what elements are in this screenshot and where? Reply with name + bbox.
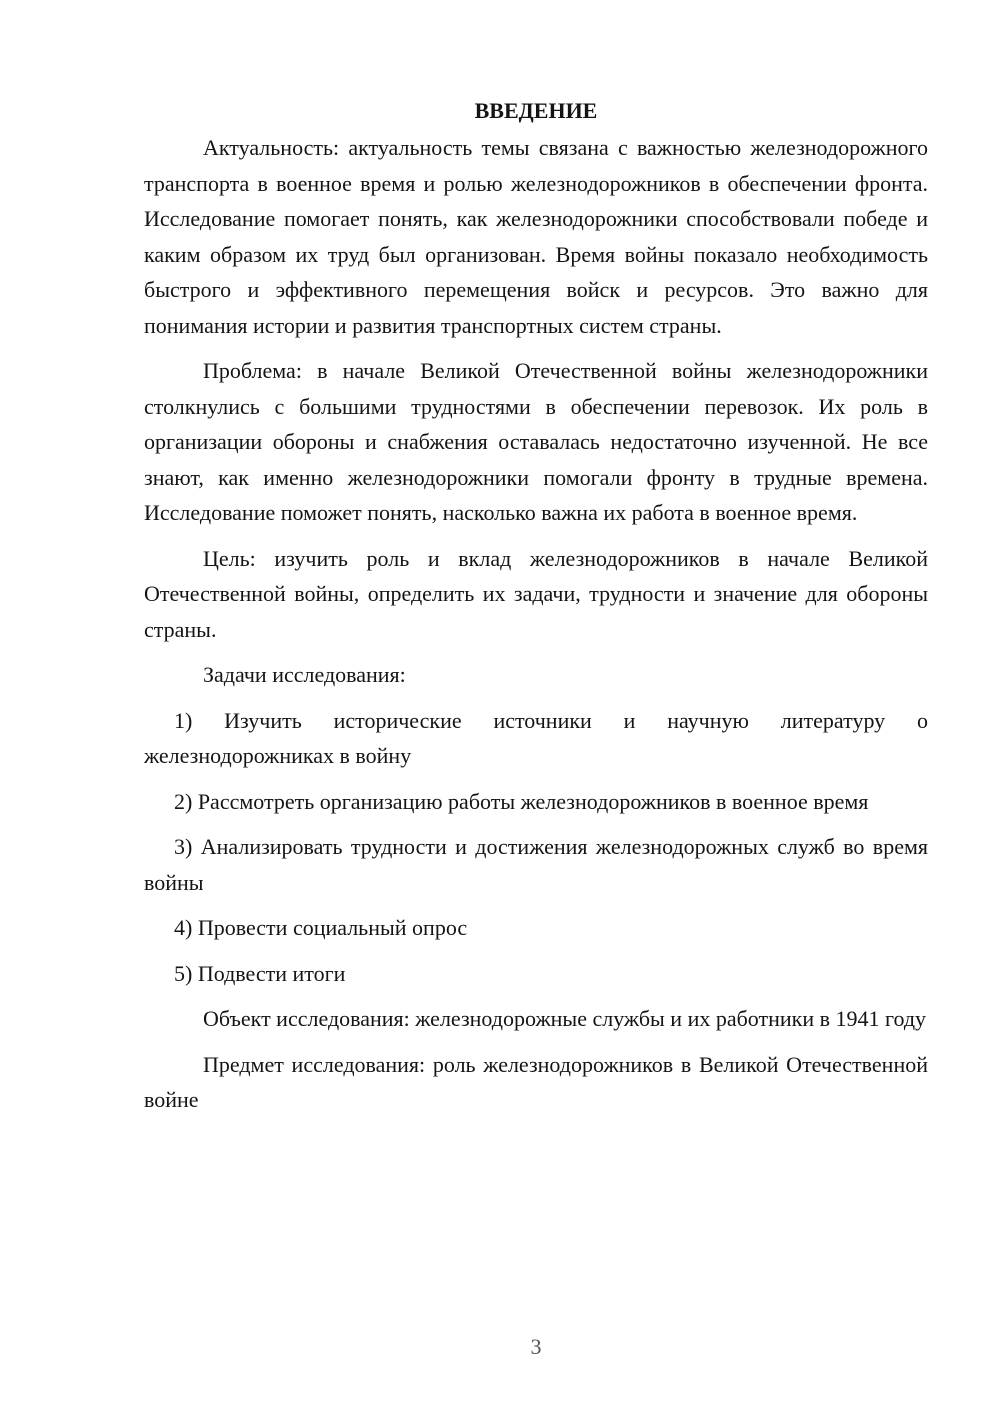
task-item: 4) Провести социальный опрос: [174, 915, 468, 940]
page-title: ВВЕДЕНИЕ: [474, 98, 598, 123]
page-number: 3: [530, 1334, 542, 1359]
subject-paragraph: Предмет исследования: роль железнодорожников в Великой Отечественной войне: [144, 1051, 928, 1112]
task-item: 5) Подвести итоги: [174, 960, 346, 986]
object-paragraph: Объект исследования: железнодорожные службы и их работники в 1941 году: [203, 1006, 927, 1031]
task-item: 3) Анализировать трудности и достижения железнодорожных служб во время войны: [144, 834, 928, 895]
relevance-paragraph: Актуальность: актуальность темы связана с важностью железнодорожного транспорта в военное время и ролью железнодорожников в обеспечении фронта. Исследование помогает понять, как железнодорожники способствовали победе и каким образом их труд был организован. Время войны показало необходимость быстрого и эффективного перемещения войск и ресурсов. Это важно для понимания истории и развития транспортных систем страны.: [144, 135, 928, 338]
goal-paragraph: Цель: изучить роль и вклад железнодорожников в начале Великой Отечественной войны, определить их задачи, трудности и значение для обороны страны.: [144, 545, 928, 642]
tasks-heading: Задачи исследования:: [203, 662, 406, 687]
tasks-list: [144, 703, 928, 992]
page-content: [144, 96, 928, 1118]
task-item: 2) Рассмотреть организацию работы железнодорожников в военное время: [174, 788, 869, 814]
task-item: 1) Изучить исторические источники и научную литературу о железнодорожниках в войну: [144, 707, 928, 768]
problem-paragraph: Проблема: в начале Великой Отечественной войны железнодорожники столкнулись с большими трудностями в обеспечении перевозок. Их роль в организации обороны и снабжения оставалась недостаточно изученной. Не все знают, как именно железнодорожники помогали фронту в трудные времена. Исследование поможет понять, насколько важна их работа в военное время.: [144, 358, 928, 525]
